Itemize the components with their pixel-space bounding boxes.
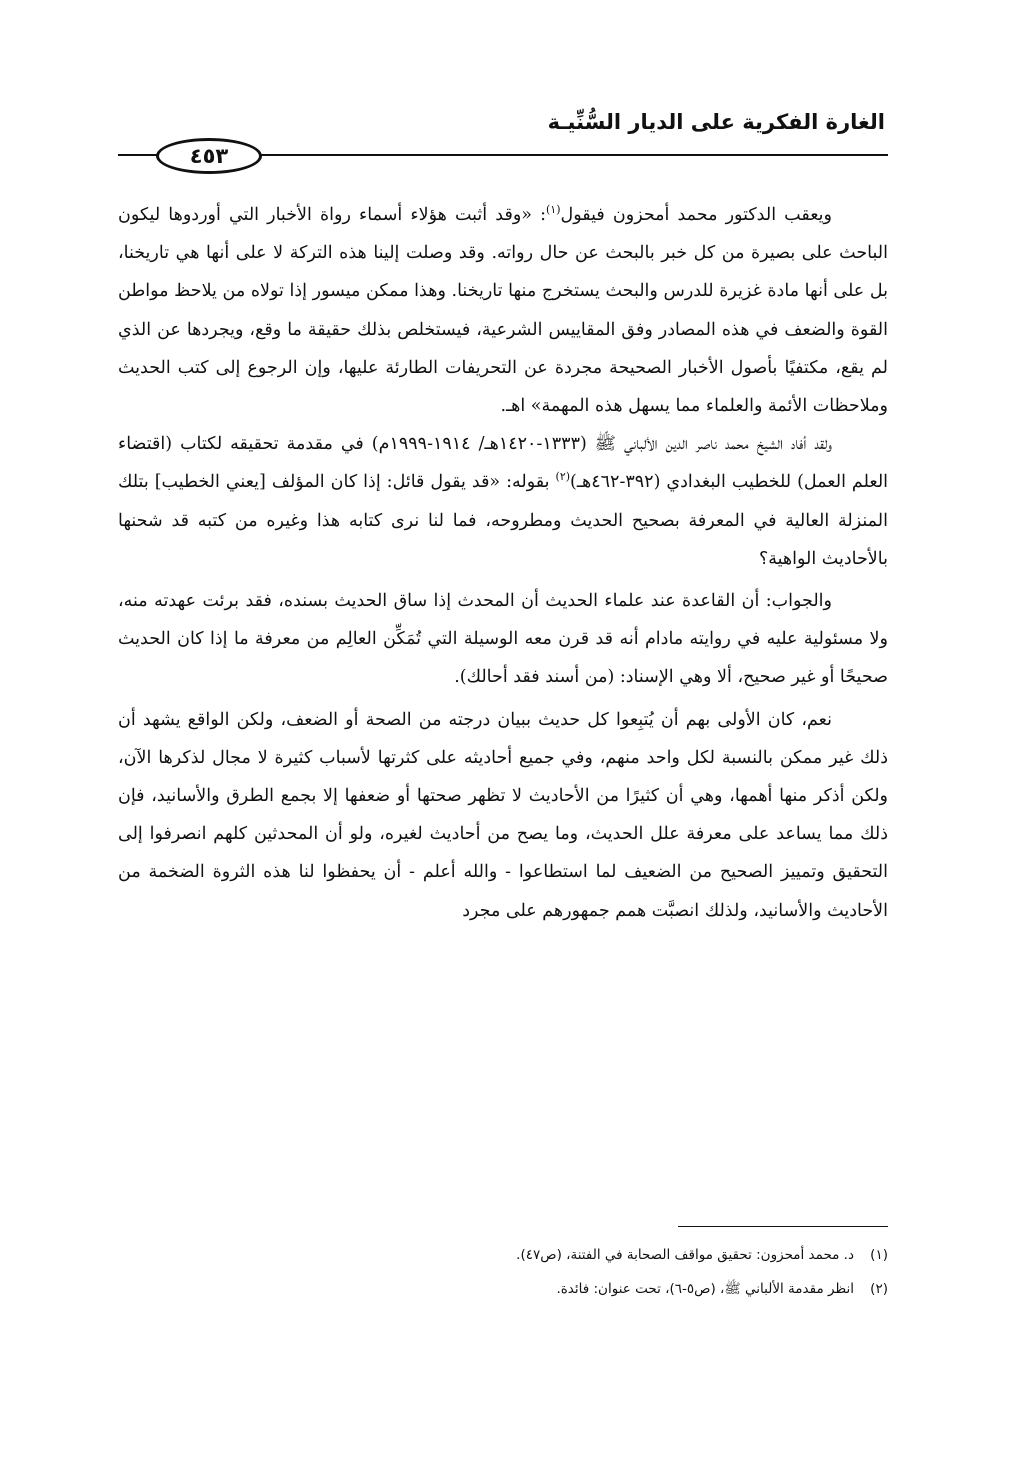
page-number: ٤٥٣ xyxy=(189,144,229,168)
paragraph-1 xyxy=(118,196,888,425)
footnote-ref-2[interactable]: (٢) xyxy=(555,470,571,484)
footnote-2-text: انظر مقدمة الألباني ﷺ، (ص٥-٦)، تحت عنوان: فائدة. xyxy=(556,1281,854,1297)
paragraph-1-start: ويعقب الدكتور محمد أمحزون فيقول xyxy=(560,205,832,225)
paragraph-2-start: ولقد أفاد الشيخ محمد ناصر الدين الألباني ﷺ (١٣٣٣-١٤٢٠هـ/ ١٩١٤-١٩٩٩م) في مقدمة تحقيقه لكتاب (اقتضاء العلم العمل) للخطيب البغدادي (٣٩٢-٤٦٢هـ) xyxy=(118,434,889,493)
footnotes xyxy=(300,1238,888,1306)
main-text xyxy=(118,196,888,930)
paragraph-3-text: والجواب: أن القاعدة عند علماء الحديث أن المحدث إذا ساق الحديث بسنده، فقد برئت عهدته منه، ولا مسئولية عليه في روايته مادام أنه قد قرن معه الوسيلة التي تُمَكِّن العالِم من معرفة ما إذا كان الحديث صحيحًا أو غير صحيح، ألا وهي الإسناد: (من أسند فقد أحالك). xyxy=(118,591,888,688)
paragraph-4-text: نعم، كان الأولى بهم أن يُتبِعوا كل حديث ببيان درجته من الصحة أو الضعف، ولكن الواقع يشهد أن ذلك غير ممكن بالنسبة لكل واحد منهم، وفي جميع أحاديثه على كثرتها لأسباب كثيرة لا مجال لذكرها الآن، ولكن أذكر منها أهمها، وهي أن كثيرًا من الأحاديث لا تظهر صحتها أو ضعفها إلا بجمع الطرق والأسانيد، فإن ذلك مما يساعد على معرفة علل الحديث، وما يصح من أحاديث لغيره، ولو أن المحدثين كلهم انصرفوا إلى التحقيق وتمييز الصحيح من الضعيف لما استطاعوا - والله أعلم - أن يحفظوا لنا هذه الثروة الضخمة من الأحاديث والأسانيد، ولذلك انصبَّت همم جمهورهم على مجرد xyxy=(118,709,888,921)
footnote-1-number: (١) xyxy=(870,1247,888,1263)
footnote-1 xyxy=(300,1238,888,1272)
footnote-2-number: (٢) xyxy=(870,1281,888,1297)
paragraph-2-rest: بقوله: «قد يقول قائل: إذا كان المؤلف [يعني الخطيب] بتلك المنزلة العالية في المعرفة بصحيح الحديث ومطروحه، فما لنا نرى كتابه هذا وغيره من كتبه قد شحنها بالأحاديث الواهية؟ xyxy=(118,472,888,569)
page-number-badge xyxy=(156,138,262,174)
running-title: الغارة الفكرية على الديار السُّنِّيـة xyxy=(547,110,885,134)
paragraph-4 xyxy=(118,701,888,930)
paragraph-1-rest: : «وقد أثبت هؤلاء أسماء رواة الأخبار التي أوردوها ليكون الباحث على بصيرة من كل خبر بالبحث عن حال رواته. وقد وصلت إلينا هذه التركة لا على أنها هي تاريخنا، بل على أنها مادة غزيرة للدرس والبحث يستخرج منها تاريخنا. وهذا ممكن ميسور إذا تولاه من يلاحظ مواطن القوة والضعف في هذه المصادر وفق المقاييس الشرعية، فيستخلص بذلك حقيقة ما وقع، ويجردها عن الذي لم يقع، مكتفيًا بأصول الأخبار الصحيحة مجردة عن التحريفات الطارئة عليها، وإن الرجوع إلى كتب الحديث وملاحظات الأئمة والعلماء مما يسهل هذه المهمة» اهـ. xyxy=(118,205,888,417)
footnote-ref-1[interactable]: (١) xyxy=(546,203,561,217)
paragraph-2 xyxy=(118,425,888,578)
footnote-rule xyxy=(678,1226,888,1227)
footnote-1-text: د. محمد أمحزون: تحقيق مواقف الصحابة في الفتنة، (ص٤٧). xyxy=(516,1247,854,1263)
paragraph-3 xyxy=(118,582,888,697)
footnote-2 xyxy=(300,1272,888,1306)
